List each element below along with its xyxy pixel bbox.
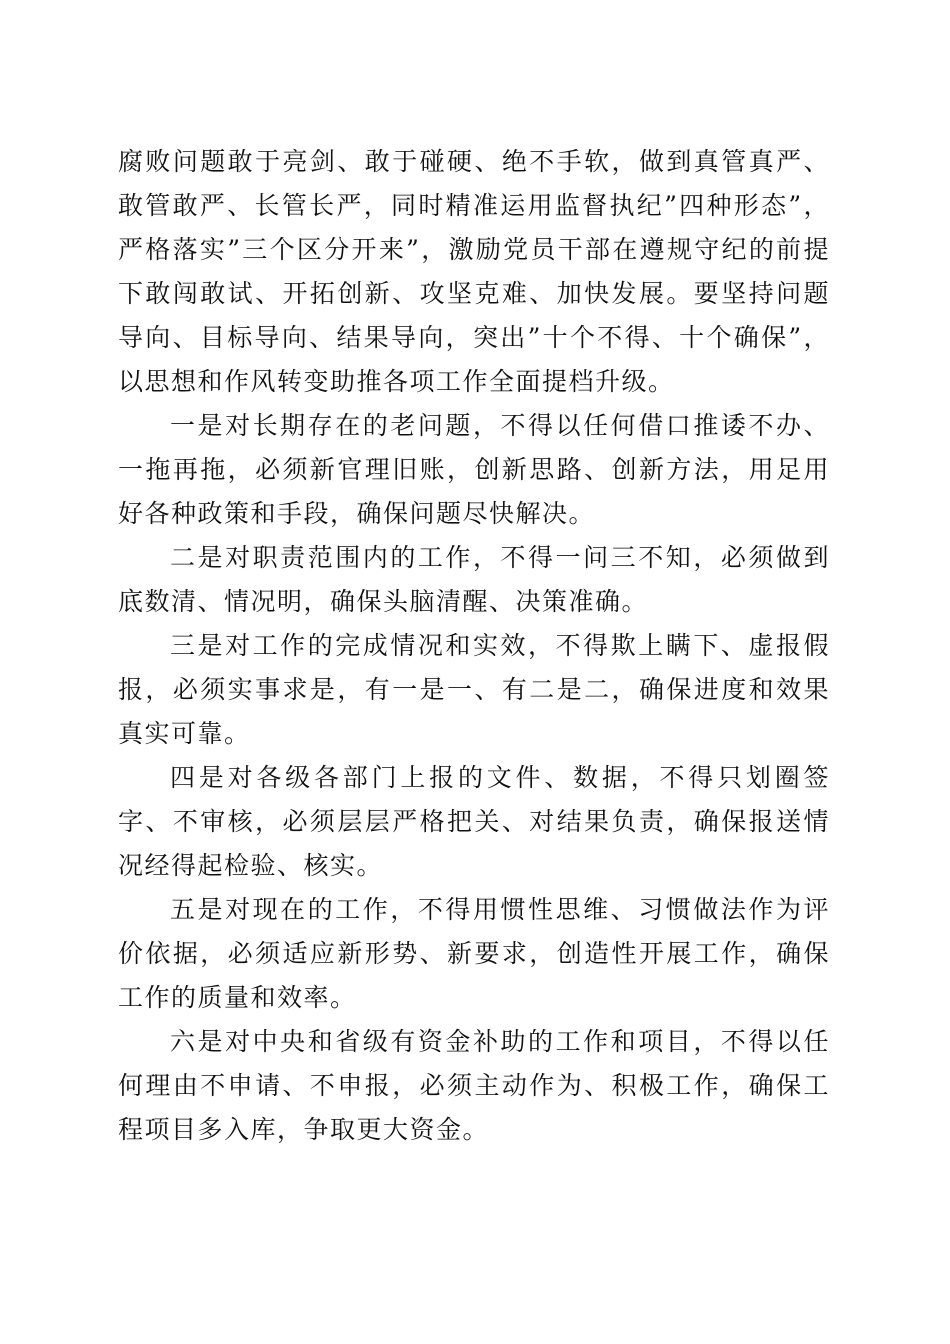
paragraph-item-4: 四是对各级各部门上报的文件、数据，不得只划圈签字、不审核，必须层层严格把关、对结果负责，确保报送情况经得起检验、核实。 xyxy=(118,763,830,880)
paragraph-item-1: 一是对长期存在的老问题，不得以任何借口推诿不办、一拖再拖，必须新官理旧账，创新思路、创新方法，用足用好各种政策和手段，确保问题尽快解决。 xyxy=(118,411,830,528)
paragraph-item-2: 二是对职责范围内的工作，不得一问三不知，必须做到底数清、情况明，确保头脑清醒、决策准确。 xyxy=(118,543,830,616)
document-body xyxy=(118,140,830,1152)
paragraph-continuation: 腐败问题敢于亮剑、敢于碰硬、绝不手软，做到真管真严、敢管敢严、长管长严，同时精准运用监督执纪”四种形态”，严格落实”三个区分开来”，激励党员干部在遵规守纪的前提下敢闯敢试、开拓创新、攻坚克难、加快发展。要坚持问题导向、目标导向、结果导向，突出”十个不得、十个确保”，以思想和作风转变助推各项工作全面提档升级。 xyxy=(118,147,830,396)
paragraph-item-5: 五是对现在的工作，不得用惯性思维、习惯做法作为评价依据，必须适应新形势、新要求，创造性开展工作，确保工作的质量和效率。 xyxy=(118,895,830,1012)
paragraph-item-6: 六是对中央和省级有资金补助的工作和项目，不得以任何理由不申请、不申报，必须主动作为、积极工作，确保工程项目多入库，争取更大资金。 xyxy=(118,1027,830,1144)
paragraph-item-3: 三是对工作的完成情况和实效，不得欺上瞒下、虚报假报，必须实事求是，有一是一、有二是二，确保进度和效果真实可靠。 xyxy=(118,631,830,748)
